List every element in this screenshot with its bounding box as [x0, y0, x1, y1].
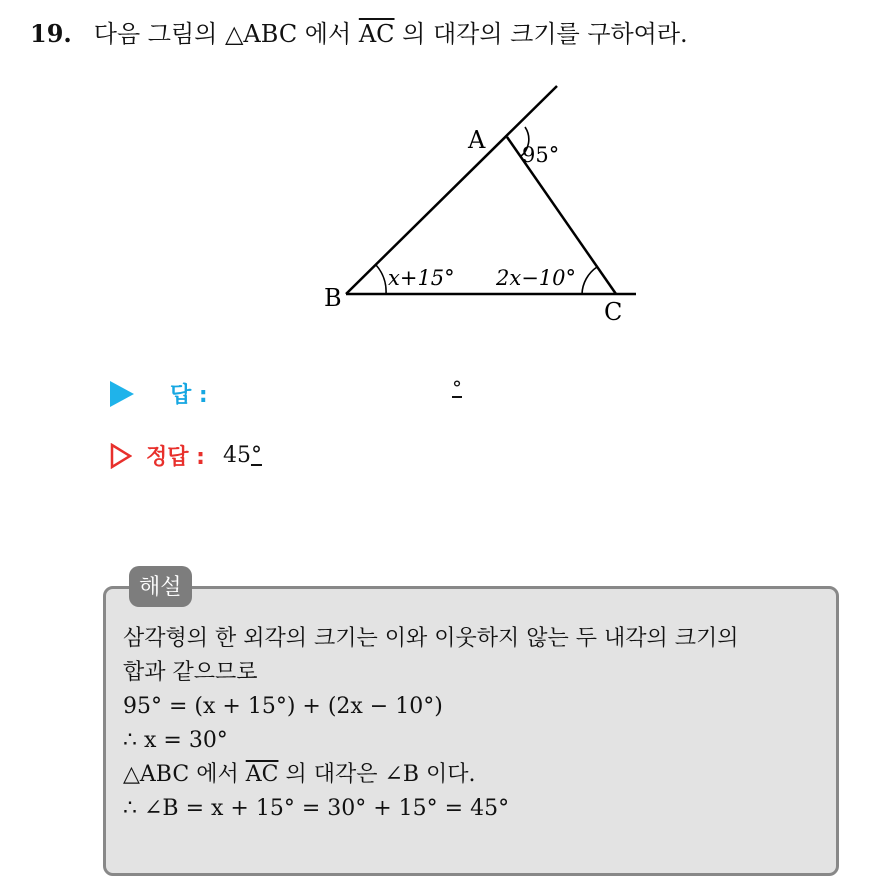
correct-value [223, 443, 262, 468]
question-text-after: 의 대각의 크기를 구하여라. [394, 20, 688, 48]
solution-line-4: ∴ x = 30° [123, 728, 228, 753]
correct-label: 정답 : [146, 445, 205, 470]
solution-line-6: ∴ ∠B = x + 15° = 30° + 15° = 45° [123, 796, 510, 821]
question-segment: $\overline{AC}$ [358, 20, 395, 48]
question-text-before: 다음 그림의 △ABC 에서 [93, 20, 359, 48]
correct-answer-row [110, 440, 262, 471]
angle-b-label: x+15° [388, 266, 455, 290]
correct-marker-icon [110, 443, 132, 469]
triangle-figure [300, 80, 660, 330]
solution-line-5-segment: $\overline{AC}$ [245, 762, 279, 787]
solution-line-1: 삼각형의 한 외각의 크기는 이와 이웃하지 않는 두 내각의 크기의 [123, 626, 739, 651]
solution-line-3: 95° = (x + 15°) + (2x − 10°) [123, 694, 443, 719]
exterior-angle-label: 95° [522, 143, 560, 167]
answer-marker-icon [110, 381, 134, 407]
answer-blank[interactable]: ° [452, 376, 462, 400]
angle-c-arc [582, 267, 597, 294]
solution-text [123, 622, 739, 826]
angle-c-label: 2x−10° [496, 266, 577, 290]
line-ba-extension [346, 86, 560, 294]
solution-line-5-before: △ABC 에서 [123, 762, 246, 787]
angle-b-arc [376, 265, 386, 294]
vertex-c-label: C [604, 298, 623, 326]
answer-label: 답 : [170, 383, 208, 408]
correct-unit: ° [250, 443, 262, 468]
answer-row [110, 378, 208, 409]
solution-line-5 [123, 758, 739, 792]
question-text [30, 14, 688, 49]
vertex-b-label: B [324, 284, 342, 312]
solution-tab: 해설 [129, 566, 192, 607]
vertex-a-label: A [468, 126, 486, 154]
question-number: 19. [30, 19, 72, 48]
solution-line-2: 합과 같으므로 [123, 660, 258, 685]
solution-line-5-after: 의 대각은 ∠B 이다. [278, 762, 476, 787]
correct-number: 45 [222, 443, 251, 468]
